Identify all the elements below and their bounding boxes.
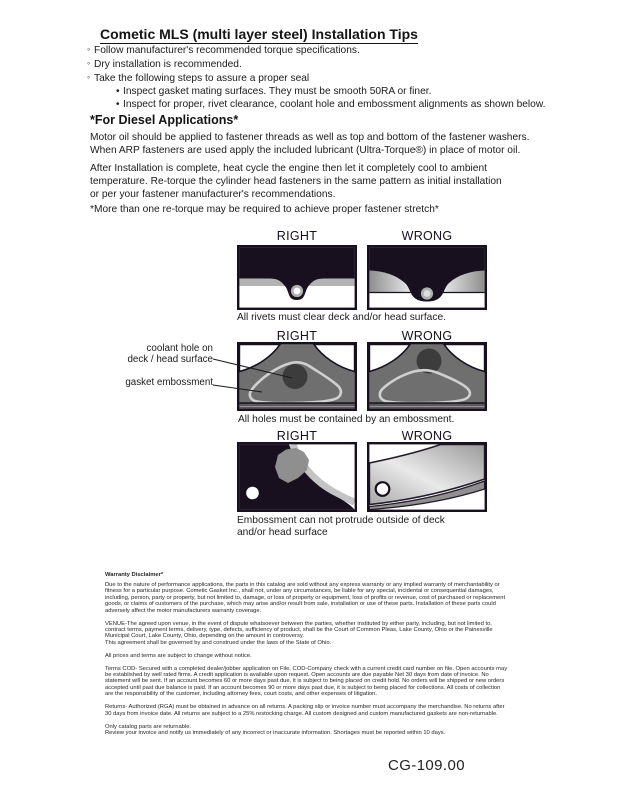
embossment-inside-deck-illustration: [237, 442, 357, 512]
row3-caption: Embossment can not protrude outside of deck and/or head surface: [237, 515, 445, 538]
retorque-note: *More than one re-torque may be required to achieve proper fastener stretch*: [90, 204, 439, 215]
row3-right-label: RIGHT: [276, 429, 318, 443]
diesel-paragraph-retorque: After Installation is complete, heat cycle the engine then let it completely cool to ambient temperature. Re-torque the cylinder head fasteners in the same pattern as initial installation or per your fastener manufacturer's recommendations.: [90, 163, 502, 201]
diesel-heading: *For Diesel Applications*: [90, 113, 239, 127]
row1-caption: All rivets must clear deck and/or head surface.: [237, 312, 446, 323]
warranty-venue-paragraph: VENUE-The agreed upon venue, in the event of dispute whatsoever between the parties, whether instituted by either party, including, but not limited to, contract terms, payment terms, delivery, type, defects, sufficiency of product, shall be the Court of Common Pleas, Lake County, Ohio or the Painesville Municipal Court, Lake County, Ohio, depending on the amount in controversy. This agreement shall be governed by and construed under the laws of the State of Ohio.: [105, 620, 493, 646]
filled-bullet-icon: •: [116, 86, 120, 98]
tip-text: Take the following steps to assure a proper seal: [94, 73, 310, 85]
open-bullet-icon: ◦: [87, 44, 91, 54]
tip-item: [87, 43, 545, 57]
warranty-heading: Warranty Disclaimer*: [105, 572, 164, 578]
gasket-embossment-label: gasket embossment: [125, 377, 213, 388]
warranty-catalog-paragraph: Only catalog parts are returnable. Review your invoice and notify us immediately of any incorrect or inaccurate information. Shortages must be reported within 10 days.: [105, 723, 446, 736]
rivet-wrong-diagram: [367, 245, 487, 310]
tip-text: Inspect gasket mating surfaces. They must be smooth 50RA or finer.: [123, 86, 432, 98]
row1-wrong-label: WRONG: [401, 229, 453, 243]
coolant-hole-label: coolant hole on deck / head surface: [127, 343, 213, 365]
row2-right-label: RIGHT: [276, 329, 318, 343]
warranty-disclaimer: [105, 572, 541, 743]
page-title: Cometic MLS (multi layer steel) Installation Tips: [100, 26, 418, 42]
row2-wrong-label: WRONG: [401, 329, 453, 343]
tips-list: [87, 43, 545, 111]
tip-text: Follow manufacturer's recommended torque specifications.: [94, 45, 360, 56]
filled-bullet-icon: •: [116, 99, 120, 111]
rivet-clear-deck-illustration: [237, 245, 357, 310]
tip-item: [87, 71, 545, 85]
page-number: CG-109.00: [388, 757, 465, 774]
tip-sub-item: [116, 98, 545, 111]
row1-right-label: RIGHT: [276, 229, 318, 243]
tip-sub-item: [116, 85, 545, 98]
tip-text: Inspect for proper, rivet clearance, coolant hole and embossment alignments as shown below.: [123, 99, 546, 111]
open-bullet-icon: ◦: [87, 58, 91, 69]
rivet-touching-deck-illustration: [367, 245, 487, 310]
row2-caption: All holes must be contained by an embossment.: [238, 414, 455, 425]
open-bullet-icon: ◦: [87, 72, 91, 83]
warranty-terms-paragraph: Terms COD- Secured with a completed dealer/jobber application on File, COD-Company check with a current credit card number on file. Open accounts may be established by well rated firms. A credit application is available upon request. Open accounts are due payable Net 30 days from date of invoice. No statement will be sent. If an account becomes 60 or more days past due, it is subject to being placed on credit hold. No orders will be shipped or new orders accepted until past due balance is paid. If an account becomes 90 or more days past due, it is subject to being placed for collections. All costs of collection are the responsibility of the customer, including attorney fees, court costs, and other expenses of litigation.: [105, 665, 508, 698]
embossment-protruding-illustration: [367, 442, 487, 512]
warranty-returns-paragraph: Returns- Authorized (RGA) must be obtained in advance on all returns. A packing slip or invoice number must accompany the merchandise. No returns after 30 days from invoice date. All returns are subject to a 25% restocking charge. All custom designed and custom manufactured gaskets are non-returnable.: [105, 704, 505, 717]
hole-outside-embossment-illustration: [367, 342, 487, 411]
warranty-prices-paragraph: All prices and terms are subject to change without notice.: [105, 652, 252, 659]
embossment-wrong-diagram: [367, 442, 487, 512]
tip-item: [87, 57, 545, 71]
diesel-paragraph-oil: Motor oil should be applied to fastener threads as well as top and bottom of the fastener washers. When ARP fasteners are used apply the included lubricant (Ultra-Torque®) in place of motor oil.: [90, 132, 530, 157]
hole-wrong-diagram: [367, 342, 487, 411]
embossment-right-diagram: [237, 442, 357, 512]
tip-text: Dry installation is recommended.: [94, 59, 242, 71]
row3-wrong-label: WRONG: [401, 429, 453, 443]
warranty-liability-paragraph: Due to the nature of performance applications, the parts in this catalog are sold without any express warranty or any implied warranty of merchantability or fitness for a particular purpose. Cometic Gasket Inc., shall not, under any circumstances, be liable for any special, incidental or consequential damages, including, person, party or property, but not limited to, damage, or loss of property or equipment, loss of profits or revenue, cost of purchased or replacement goods, or claims of customers of the purchase, which may arise and/or result from sale, installation or use of these parts. Installation of these parts could adversely affect the motor manufacturers warranty coverage.: [105, 581, 506, 614]
leader-lines: [203, 348, 303, 398]
rivet-right-diagram: [237, 245, 357, 310]
